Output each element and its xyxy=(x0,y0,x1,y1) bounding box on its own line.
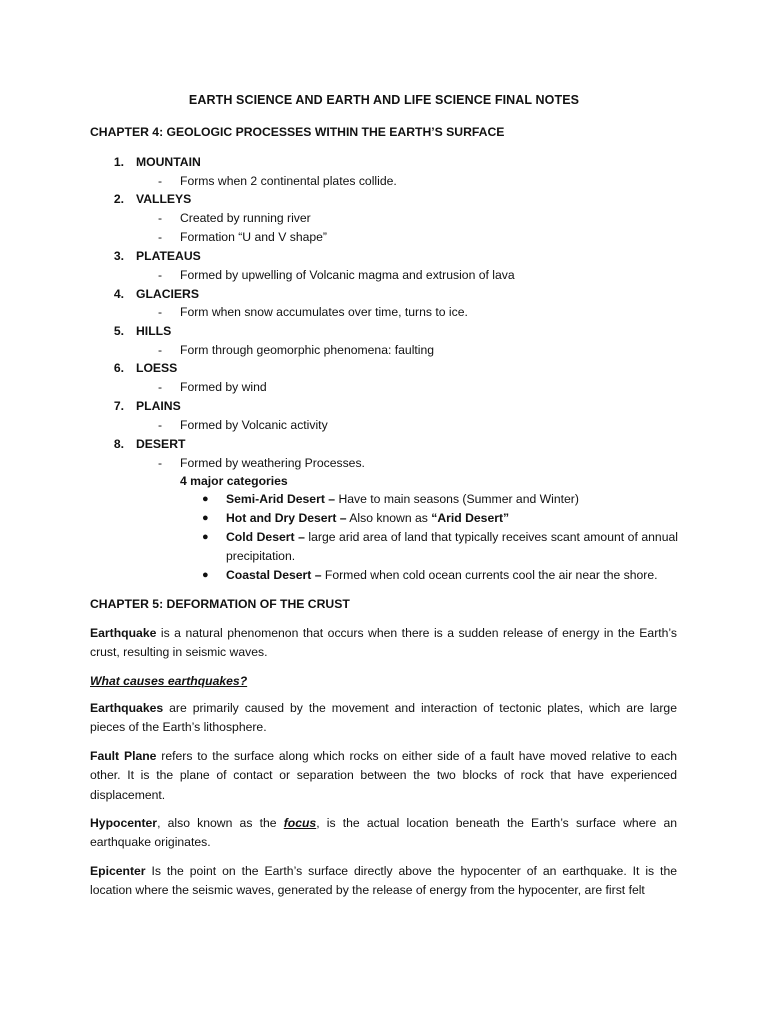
hypocenter-definition: Hypocenter, also known as the focus, is the actual location beneath the Earth’s surface where an earthquake originates. xyxy=(90,816,677,850)
dash-marker: - xyxy=(158,230,163,244)
chapter-5-heading: CHAPTER 5: DEFORMATION OF THE CRUST xyxy=(90,597,350,611)
fault-plane-definition: Fault Plane refers to the surface along which rocks on either side of a fault have moved relative to each other. It is the plane of contact or separation between the two blocks of rock that have experienced displacement. xyxy=(90,749,678,802)
dash-marker: - xyxy=(158,418,163,432)
dash-marker: - xyxy=(158,305,163,319)
desert-category: Hot and Dry Desert – Also known as “Arid Desert” xyxy=(226,511,510,525)
list-item-detail: Formation “U and V shape” xyxy=(180,230,327,244)
dash-marker: - xyxy=(158,211,163,225)
bullet-icon: ● xyxy=(202,512,209,524)
epicenter-definition: Epicenter Is the point on the Earth’s surface directly above the hypocenter of an earthquake. It is the location where the seismic waves, generated by the release of energy from the hypocenter, are first felt xyxy=(90,864,677,898)
list-item-label: PLATEAUS xyxy=(136,249,201,263)
desert-category: Cold Desert – large arid area of land that typically receives scant amount of annual precipitation. xyxy=(226,530,678,563)
list-item-label: VALLEYS xyxy=(136,192,192,206)
list-item-label: PLAINS xyxy=(136,399,181,413)
bullet-icon: ● xyxy=(202,493,209,505)
dash-marker: - xyxy=(158,380,163,394)
dash-marker: - xyxy=(158,343,163,357)
dash-marker: - xyxy=(158,456,163,470)
list-item-label: HILLS xyxy=(136,324,172,338)
list-item-detail: Form through geomorphic phenomena: faulting xyxy=(180,343,435,357)
categories-heading: 4 major categories xyxy=(180,474,288,488)
list-item-label: LOESS xyxy=(136,361,178,375)
list-item-detail: Created by running river xyxy=(180,211,311,225)
list-number: 6. xyxy=(113,361,124,375)
list-number: 8. xyxy=(113,437,124,451)
list-number: 3. xyxy=(113,249,124,263)
list-item-detail: Formed by wind xyxy=(180,380,267,394)
bullet-icon: ● xyxy=(202,531,209,543)
earthquakes-cause: Earthquakes are primarily caused by the movement and interaction of tectonic plates, which are large pieces of the Earth’s lithosphere. xyxy=(90,701,677,735)
list-item-detail: Formed by weathering Processes. xyxy=(180,456,365,470)
list-item-detail: Formed by Volcanic activity xyxy=(180,418,328,432)
question-heading: What causes earthquakes? xyxy=(90,674,248,688)
list-item-label: GLACIERS xyxy=(136,287,199,301)
dash-marker: - xyxy=(158,174,163,188)
bullet-icon: ● xyxy=(202,569,209,581)
list-number: 2. xyxy=(113,192,124,206)
chapter-4-heading: CHAPTER 4: GEOLOGIC PROCESSES WITHIN THE EARTH’S SURFACE xyxy=(90,125,505,139)
list-number: 5. xyxy=(113,324,124,338)
earthquake-definition: Earthquake is a natural phenomenon that occurs when there is a sudden release of energy in the Earth’s crust, resulting in seismic waves. xyxy=(90,626,677,660)
desert-category: Semi-Arid Desert – Have to main seasons (Summer and Winter) xyxy=(226,492,579,506)
list-number: 1. xyxy=(113,155,124,169)
list-item-label: DESERT xyxy=(136,437,186,451)
dash-marker: - xyxy=(158,268,163,282)
list-number: 7. xyxy=(113,399,124,413)
list-item-detail: Forms when 2 continental plates collide. xyxy=(180,174,397,188)
list-item-label: MOUNTAIN xyxy=(136,155,201,169)
list-item-detail: Form when snow accumulates over time, turns to ice. xyxy=(180,305,468,319)
desert-category: Coastal Desert – Formed when cold ocean currents cool the air near the shore. xyxy=(226,568,658,582)
document-title: EARTH SCIENCE AND EARTH AND LIFE SCIENCE FINAL NOTES xyxy=(188,93,580,107)
list-number: 4. xyxy=(113,287,124,301)
list-item-detail: Formed by upwelling of Volcanic magma and extrusion of lava xyxy=(180,268,515,282)
